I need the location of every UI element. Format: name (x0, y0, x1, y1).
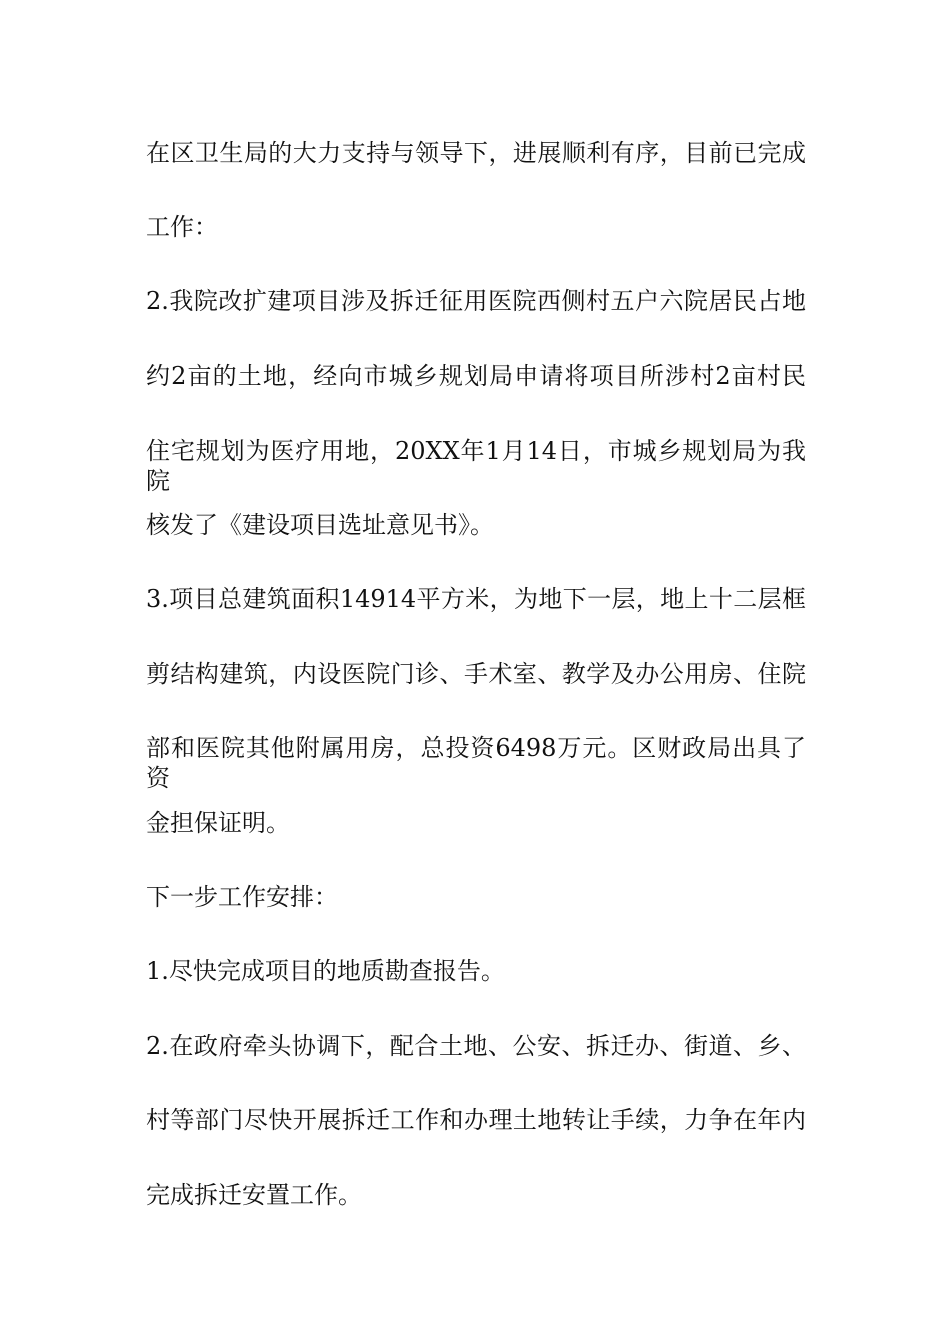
text-line: 剪结构建筑，内设医院门诊、手术室、教学及办公用房、住院 (146, 660, 806, 688)
text-line: 部和医院其他附属用房，总投资6498万元。区财政局出具了资 (146, 734, 806, 792)
text-line: 村等部门尽快开展拆迁工作和办理土地转让手续，力争在年内 (146, 1106, 806, 1134)
text-line: 金担保证明。 (146, 809, 290, 837)
text-line: 下一步工作安排： (146, 883, 338, 911)
text-line: 3.项目总建筑面积14914平方米，为地下一层，地上十二层框 (146, 585, 806, 613)
text-line: 2.我院改扩建项目涉及拆迁征用医院西侧村五户六院居民占地 (146, 287, 806, 315)
text-line: 核发了《建设项目选址意见书》。 (146, 511, 494, 539)
text-line: 1.尽快完成项目的地质勘查报告。 (146, 957, 505, 985)
text-line: 2.在政府牵头协调下，配合土地、公安、拆迁办、街道、乡、 (146, 1032, 806, 1060)
text-line: 在区卫生局的大力支持与领导下，进展顺利有序，目前已完成 (146, 139, 806, 167)
text-line: 工作： (146, 213, 218, 241)
text-line: 完成拆迁安置工作。 (146, 1181, 362, 1209)
text-line: 住宅规划为医疗用地，20XX年1月14日，市城乡规划局为我院 (146, 437, 806, 495)
text-line: 约2亩的土地，经向市城乡规划局申请将项目所涉村2亩村民 (146, 362, 806, 390)
